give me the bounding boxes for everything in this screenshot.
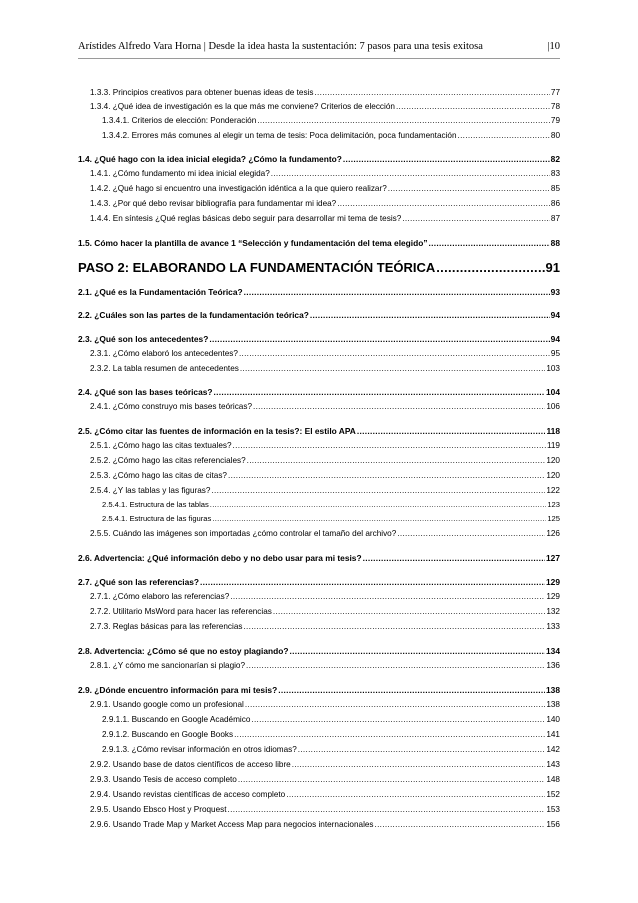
- toc-entry-title: 2.9.6. Usando Trade Map y Market Access Map para negocios internacionales: [90, 818, 375, 832]
- toc-entry-title: 1.3.3. Principios creativos para obtener buenas ideas de tesis: [90, 86, 314, 100]
- toc-entry-page: 132: [546, 607, 560, 616]
- toc-entry[interactable]: [78, 197, 560, 211]
- toc-dot-leader: [363, 551, 545, 565]
- toc-entry[interactable]: [78, 512, 560, 526]
- toc-entry-title: 1.3.4.2. Errores más comunes al elegir un tema de tesis: Poca delimitación, poca fundamentación: [102, 129, 458, 143]
- toc-entry[interactable]: [78, 818, 560, 832]
- toc-dot-leader: [211, 484, 545, 498]
- toc-dot-leader: [238, 773, 545, 787]
- toc-entry[interactable]: [78, 644, 560, 658]
- toc-dot-leader: [314, 86, 549, 100]
- toc-entry-page: 156: [546, 820, 560, 829]
- toc-entry-page: 123: [547, 500, 560, 509]
- toc-entry-page: 141: [546, 730, 560, 739]
- toc-entry-page: 83: [550, 169, 560, 178]
- toc-dot-leader: [458, 129, 550, 143]
- toc-dot-leader: [243, 620, 545, 634]
- toc-entry-title: 2.9. ¿Dónde encuentro información para mi tesis?: [78, 685, 278, 695]
- toc-dot-leader: [251, 713, 545, 727]
- toc-entry-title: 2.5.4.1. Estructura de las tablas: [102, 498, 210, 512]
- toc-entry-page: 119: [546, 441, 560, 450]
- toc-entry[interactable]: [78, 308, 560, 322]
- toc-entry[interactable]: [78, 788, 560, 802]
- toc-dot-leader: [290, 644, 546, 658]
- toc-entry-page: 78: [550, 102, 560, 111]
- toc-dot-leader: [240, 362, 545, 376]
- toc-entry[interactable]: [78, 362, 560, 376]
- toc-entry-title: 2.9.4. Usando revistas científicas de acceso completo: [90, 788, 286, 802]
- toc-dot-leader: [244, 285, 550, 299]
- toc-entry-page: 129: [546, 577, 560, 587]
- toc-entry[interactable]: [78, 347, 560, 361]
- toc-entry[interactable]: [78, 551, 560, 565]
- toc-entry[interactable]: [78, 152, 560, 166]
- toc-entry-page: 136: [546, 661, 560, 670]
- toc-entry-title: 2.9.3. Usando Tesis de acceso completo: [90, 773, 238, 787]
- toc-entry-title: 2.5.3. ¿Cómo hago las citas de citas?: [90, 469, 228, 483]
- toc-entry-title: 2.8. Advertencia: ¿Cómo sé que no estoy plagiando?: [78, 646, 289, 656]
- toc-entry[interactable]: [78, 728, 560, 742]
- toc-entry-title: 2.5.5. Cuándo las imágenes son importadas ¿cómo controlar el tamaño del archivo?: [90, 527, 397, 541]
- toc-entry-page: 87: [550, 214, 560, 223]
- toc-entry-page: 126: [546, 529, 560, 538]
- toc-entry-title: 2.7.1. ¿Cómo elaboro las referencias?: [90, 590, 230, 604]
- toc-entry-title: 2.3.1. ¿Cómo elaboró los antecedentes?: [90, 347, 239, 361]
- toc-entry-title: 1.4.3. ¿Por qué debo revisar bibliografía para fundamentar mi idea?: [90, 197, 337, 211]
- toc-dot-leader: [214, 385, 545, 399]
- toc-entry[interactable]: [78, 385, 560, 399]
- toc-dot-leader: [200, 575, 545, 589]
- toc-entry[interactable]: [78, 713, 560, 727]
- toc-entry-title: 2.9.1. Usando google como un profesional: [90, 698, 245, 712]
- toc-entry-page: 133: [546, 622, 560, 631]
- toc-entry[interactable]: [78, 758, 560, 772]
- toc-entry-title: 1.4.4. En síntesis ¿Qué reglas básicas debo seguir para desarrollar mi tema de tesis?: [90, 212, 402, 226]
- header-page-number: |10: [547, 41, 560, 52]
- toc-entry[interactable]: [78, 773, 560, 787]
- toc-entry[interactable]: [78, 332, 560, 346]
- toc-dot-leader: [298, 743, 546, 757]
- toc-entry-page: 77: [550, 88, 560, 97]
- toc-entry-page: 94: [550, 334, 560, 344]
- toc-dot-leader: [397, 527, 545, 541]
- toc-dot-leader: [343, 152, 550, 166]
- toc-entry[interactable]: [78, 605, 560, 619]
- toc-entry-page: 85: [550, 184, 560, 193]
- toc-entry-title: 1.3.4. ¿Qué idea de investigación es la que más me conviene? Criterios de elección: [90, 100, 396, 114]
- toc-entry-page: 134: [546, 646, 560, 656]
- toc-entry[interactable]: [78, 498, 560, 512]
- toc-dot-leader: [234, 728, 545, 742]
- toc-dot-leader: [310, 308, 550, 322]
- toc-entry-page: 125: [547, 514, 560, 523]
- toc-entry-title: 2.5. ¿Cómo citar las fuentes de información en la tesis?: El estilo APA: [78, 426, 356, 436]
- toc-entry-page: 127: [546, 553, 560, 563]
- toc-entry-title: 2.7.3. Reglas básicas para las referencias: [90, 620, 243, 634]
- toc-dot-leader: [209, 332, 549, 346]
- toc-entry[interactable]: [78, 803, 560, 817]
- toc-entry[interactable]: [78, 575, 560, 589]
- toc-entry[interactable]: [78, 484, 560, 498]
- toc-dot-leader: [273, 605, 545, 619]
- toc-entry-title: 2.9.5. Usando Ebsco Host y Proquest: [90, 803, 228, 817]
- toc-entry-page: 140: [546, 715, 560, 724]
- toc-entry-page: 86: [550, 199, 560, 208]
- toc-entry-title: 2.7.2. Utilitario MsWord para hacer las referencias: [90, 605, 273, 619]
- toc-dot-leader: [292, 758, 546, 772]
- toc-entry-page: 106: [546, 402, 560, 411]
- toc-entry[interactable]: [78, 167, 560, 181]
- toc-entry-title: 2.3. ¿Qué son los antecedentes?: [78, 334, 209, 344]
- toc-dot-leader: [247, 454, 546, 468]
- toc-entry-page: 120: [546, 456, 560, 465]
- toc-dot-leader: [278, 683, 545, 697]
- toc-entry-page: 129: [546, 592, 560, 601]
- toc-entry-title: 2.3.2. La tabla resumen de antecedentes: [90, 362, 240, 376]
- toc-dot-leader: [230, 590, 545, 604]
- toc-dot-leader: [233, 439, 546, 453]
- toc-entry[interactable]: [78, 469, 560, 483]
- toc-entry-page: 118: [546, 426, 560, 436]
- toc-entry-page: 148: [546, 775, 560, 784]
- toc-entry[interactable]: [78, 683, 560, 697]
- toc-entry[interactable]: [78, 659, 560, 673]
- toc-entry[interactable]: [78, 527, 560, 541]
- toc-entry[interactable]: [78, 86, 560, 100]
- toc-entry-title: 2.2. ¿Cuáles son las partes de la fundamentación teórica?: [78, 310, 309, 320]
- toc-entry-title: 2.5.1. ¿Cómo hago las citas textuales?: [90, 439, 233, 453]
- toc-entry-page: 104: [546, 387, 560, 397]
- toc-entry-page: 94: [550, 310, 560, 320]
- toc-dot-leader: [228, 803, 546, 817]
- toc-entry-title: 2.4. ¿Qué son las bases teóricas?: [78, 387, 213, 397]
- header-author-title: Arístides Alfredo Vara Horna | Desde la idea hasta la sustentación: 7 pasos para una tesis exitosa: [78, 41, 483, 52]
- toc-entry-title: 2.1. ¿Qué es la Fundamentación Teórica?: [78, 287, 243, 297]
- toc-entry-page: 120: [546, 471, 560, 480]
- toc-entry-title: 1.5. Cómo hacer la plantilla de avance 1 “Selección y fundamentación del tema elegido”: [78, 238, 428, 248]
- toc-entry-page: 80: [550, 131, 560, 140]
- toc-entry-page: 143: [546, 760, 560, 769]
- header-rule: [78, 58, 560, 59]
- toc-entry-page: 142: [546, 745, 560, 754]
- toc-entry[interactable]: [78, 698, 560, 712]
- toc-dot-leader: [337, 197, 550, 211]
- toc-entry[interactable]: [78, 212, 560, 226]
- toc-entry[interactable]: [78, 620, 560, 634]
- toc-entry[interactable]: [78, 114, 560, 128]
- toc-entry-title: 1.4.2. ¿Qué hago si encuentro una investigación idéntica a la que quiero realizar?: [90, 182, 388, 196]
- toc-dot-leader: [245, 698, 545, 712]
- toc-dot-leader: [239, 347, 550, 361]
- toc-entry-page: 93: [550, 287, 560, 297]
- toc-dot-leader: [357, 424, 546, 438]
- toc-entry-page: 82: [550, 154, 560, 164]
- toc-entry[interactable]: [78, 285, 560, 299]
- toc-entry[interactable]: [78, 129, 560, 143]
- toc-dot-leader: [429, 236, 550, 250]
- toc-dot-leader: [210, 498, 547, 512]
- toc-entry[interactable]: [78, 258, 560, 278]
- toc-dot-leader: [396, 100, 550, 114]
- toc-entry[interactable]: [78, 400, 560, 414]
- toc-entry[interactable]: [78, 424, 560, 438]
- toc-entry-page: 91: [545, 260, 560, 275]
- toc-entry-title: 2.9.1.1. Buscando en Google Académico: [102, 713, 251, 727]
- toc-entry-title: 1.3.4.1. Criterios de elección: Ponderación: [102, 114, 257, 128]
- toc-entry[interactable]: [78, 454, 560, 468]
- toc-entry-title: 1.4. ¿Qué hago con la idea inicial elegida? ¿Cómo la fundamento?: [78, 154, 342, 164]
- toc-dot-leader: [228, 469, 545, 483]
- toc-entry-title: 2.4.1. ¿Cómo construyo mis bases teóricas?: [90, 400, 253, 414]
- toc-entry-page: 95: [550, 349, 560, 358]
- toc-dot-leader: [388, 182, 550, 196]
- toc-entry-page: 153: [546, 805, 560, 814]
- toc-entry-page: 152: [546, 790, 560, 799]
- toc-dot-leader: [402, 212, 550, 226]
- toc-entry-title: 2.5.2. ¿Cómo hago las citas referenciales?: [90, 454, 247, 468]
- toc-entry[interactable]: [78, 590, 560, 604]
- toc-dot-leader: [375, 818, 546, 832]
- toc-entry[interactable]: [78, 236, 560, 250]
- toc-dot-leader: [257, 114, 550, 128]
- toc-entry-page: 138: [546, 700, 560, 709]
- toc-entry-title: 2.7. ¿Qué son las referencias?: [78, 577, 200, 587]
- toc-entry-title: 2.9.1.2. Buscando en Google Books: [102, 728, 234, 742]
- toc-entry-title: 2.5.4. ¿Y las tablas y las figuras?: [90, 484, 211, 498]
- toc-entry-page: 103: [546, 364, 560, 373]
- toc-entry-page: 122: [546, 486, 560, 495]
- toc-entry[interactable]: [78, 100, 560, 114]
- toc-entry[interactable]: [78, 743, 560, 757]
- toc-entry-title: 1.4.1. ¿Cómo fundamento mi idea inicial elegida?: [90, 167, 271, 181]
- toc-dot-leader: [286, 788, 545, 802]
- toc-entry-title: PASO 2: ELABORANDO LA FUNDAMENTACIÓN TEÓRICA: [78, 258, 436, 278]
- toc-dot-leader: [253, 400, 545, 414]
- toc-entry-title: 2.9.1.3. ¿Cómo revisar información en otros idiomas?: [102, 743, 298, 757]
- toc-dot-leader: [271, 167, 550, 181]
- toc-entry[interactable]: [78, 182, 560, 196]
- toc-entry-page: 138: [546, 685, 560, 695]
- toc-dot-leader: [436, 258, 544, 278]
- toc-dot-leader: [246, 659, 545, 673]
- toc-entry[interactable]: [78, 439, 560, 453]
- toc-entry-page: 79: [550, 116, 560, 125]
- toc-entry-title: 2.9.2. Usando base de datos científicos de acceso libre: [90, 758, 292, 772]
- toc-entry-title: 2.5.4.1. Estructura de las figuras: [102, 512, 212, 526]
- toc-entry-title: 2.8.1. ¿Y cómo me sancionarían si plagio?: [90, 659, 246, 673]
- toc-entry-page: 88: [550, 238, 560, 248]
- toc-dot-leader: [212, 512, 546, 526]
- toc-entry-title: 2.6. Advertencia: ¿Qué información debo y no debo usar para mi tesis?: [78, 553, 362, 563]
